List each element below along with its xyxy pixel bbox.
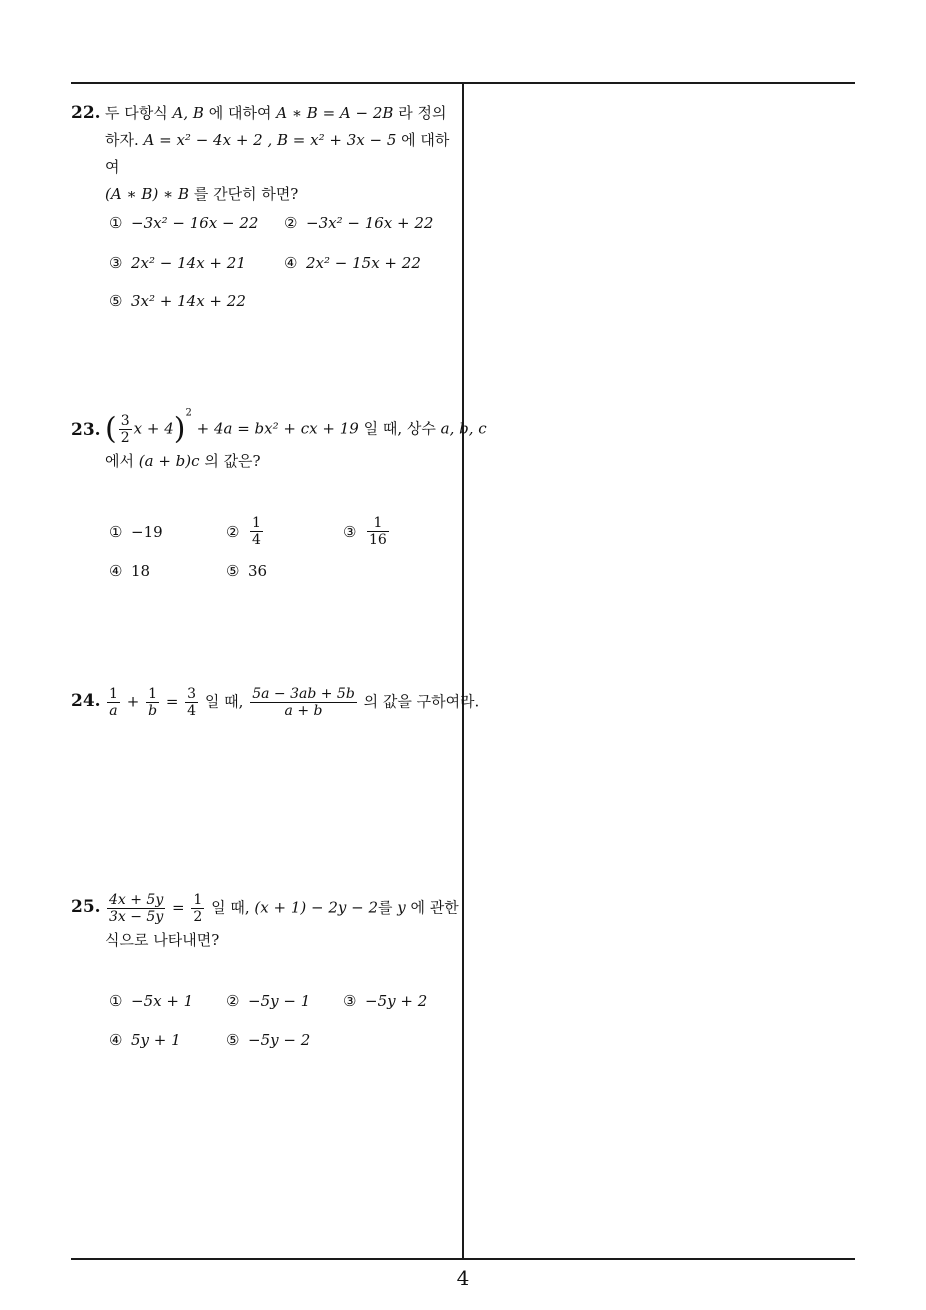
option-mark: ⑤ (226, 1031, 240, 1049)
operator: + (126, 692, 140, 711)
fraction (185, 686, 198, 719)
bottom-rule (71, 1258, 855, 1260)
option-mark: ① (109, 523, 123, 541)
denominator: 16 (369, 532, 387, 548)
option-mark: ④ (284, 254, 298, 272)
question-23 (71, 407, 487, 475)
denominator: 4 (252, 532, 261, 548)
exponent: 2 (185, 407, 192, 419)
denominator: 2 (120, 430, 130, 446)
text: 의 값을 구하여라. (363, 692, 480, 711)
option-text: −5y − 1 (248, 992, 311, 1010)
text: 를 (378, 898, 393, 917)
option-5[interactable] (226, 1031, 310, 1049)
question-22 (71, 100, 457, 208)
option-mark: ④ (109, 562, 123, 580)
numerator: 1 (146, 686, 159, 703)
operator: = (165, 692, 179, 711)
option-4[interactable] (109, 1031, 181, 1049)
fraction (367, 515, 389, 548)
fraction (107, 892, 165, 925)
denominator: a + b (284, 703, 323, 719)
text: 에 대하여 (208, 104, 272, 122)
math: A = x² − 4x + 2 , B = x² + 3x − 5 (143, 131, 397, 149)
option-mark: ⑤ (226, 562, 240, 580)
option-text: −5y − 2 (248, 1031, 311, 1049)
option-mark: ③ (109, 254, 123, 272)
math: A, B (172, 104, 204, 122)
option-3[interactable] (343, 515, 391, 548)
question-text (105, 892, 461, 954)
option-text: 2x² − 14x + 21 (131, 254, 246, 272)
text: 에 관한 (410, 898, 459, 917)
numerator: 4x + 5y (109, 892, 164, 908)
question-number: 25. (71, 897, 101, 917)
fraction (107, 686, 120, 719)
denominator: a (109, 703, 118, 719)
text: 두 다항식 (105, 104, 168, 122)
math: A ∗ B = A − 2B (276, 104, 394, 122)
math: (a + b)c (138, 452, 200, 470)
numerator: 1 (367, 515, 389, 532)
text: 일 때, (204, 692, 244, 711)
text: 일 때, 상수 (363, 419, 436, 438)
question-24 (71, 686, 480, 719)
text: 일 때, (211, 898, 250, 917)
option-mark: ① (109, 992, 123, 1010)
question-number: 24. (71, 691, 101, 711)
math: (A ∗ B) ∗ B (105, 185, 190, 203)
option-text: −3x² − 16x − 22 (131, 214, 259, 232)
question-number: 23. (71, 420, 101, 440)
option-4[interactable] (109, 562, 150, 580)
fraction (250, 686, 357, 719)
option-1[interactable] (109, 214, 258, 232)
option-mark: ③ (343, 992, 357, 1010)
option-mark: ⑤ (109, 292, 123, 310)
question-number: 22. (71, 103, 101, 123)
question-text (105, 686, 480, 719)
option-2[interactable] (284, 214, 433, 232)
option-mark: ② (284, 214, 298, 232)
option-text: 36 (248, 562, 268, 580)
text: 에서 (105, 452, 134, 470)
option-text: 2x² − 15x + 22 (306, 254, 421, 272)
option-mark: ① (109, 214, 123, 232)
fraction (146, 686, 159, 719)
option-text: 3x² + 14x + 22 (131, 292, 246, 310)
question-text (105, 407, 487, 475)
math: x + 4 (133, 419, 174, 438)
math: a, b, c (440, 419, 487, 438)
option-text: −3x² − 16x + 22 (306, 214, 434, 232)
paren-left: ( (105, 411, 117, 447)
denominator: b (148, 703, 158, 719)
question-text (105, 100, 457, 208)
option-2[interactable] (226, 515, 265, 548)
text: 식으로 나타내면? (105, 931, 220, 949)
option-mark: ③ (343, 522, 357, 541)
option-1[interactable] (109, 523, 163, 541)
numerator: 1 (193, 892, 203, 908)
text: 라 정의 (398, 104, 447, 122)
fraction (191, 892, 204, 925)
numerator: 3 (187, 686, 197, 702)
question-25 (71, 892, 461, 954)
numerator: 3 (120, 413, 130, 429)
denominator: 3x − 5y (109, 909, 164, 925)
fraction (250, 515, 263, 548)
text: 하자. (105, 131, 139, 149)
option-mark: ④ (109, 1031, 123, 1049)
option-mark: ② (226, 522, 240, 541)
option-mark: ② (226, 992, 240, 1010)
column-divider (462, 82, 464, 1259)
denominator: 4 (187, 703, 197, 719)
option-2[interactable] (226, 992, 310, 1010)
option-5[interactable] (226, 562, 267, 580)
text: 를 간단히 하면? (193, 185, 299, 203)
numerator: 5a − 3ab + 5b (252, 686, 355, 702)
numerator: 1 (252, 515, 261, 531)
option-text: 5y + 1 (131, 1031, 181, 1049)
option-1[interactable] (109, 992, 193, 1010)
fraction (119, 413, 132, 446)
page-number: 4 (456, 1266, 470, 1290)
math: y (397, 898, 406, 917)
math: (x + 1) − 2y − 2 (254, 898, 378, 917)
option-text: −19 (131, 523, 163, 541)
numerator: 1 (109, 686, 118, 702)
option-text: 18 (131, 562, 151, 580)
denominator: 2 (193, 909, 203, 925)
math: + 4a = bx² + cx + 19 (196, 419, 359, 438)
option-4[interactable] (284, 254, 421, 272)
operator: = (172, 898, 185, 917)
text: 의 값은? (204, 452, 261, 470)
option-5[interactable] (109, 292, 246, 310)
option-text: −5y + 2 (365, 992, 428, 1010)
option-text: −5x + 1 (131, 992, 194, 1010)
paren-right: ) (173, 411, 186, 447)
option-3[interactable] (343, 992, 427, 1010)
text: 에 대하여 (105, 131, 450, 176)
option-3[interactable] (109, 254, 246, 272)
